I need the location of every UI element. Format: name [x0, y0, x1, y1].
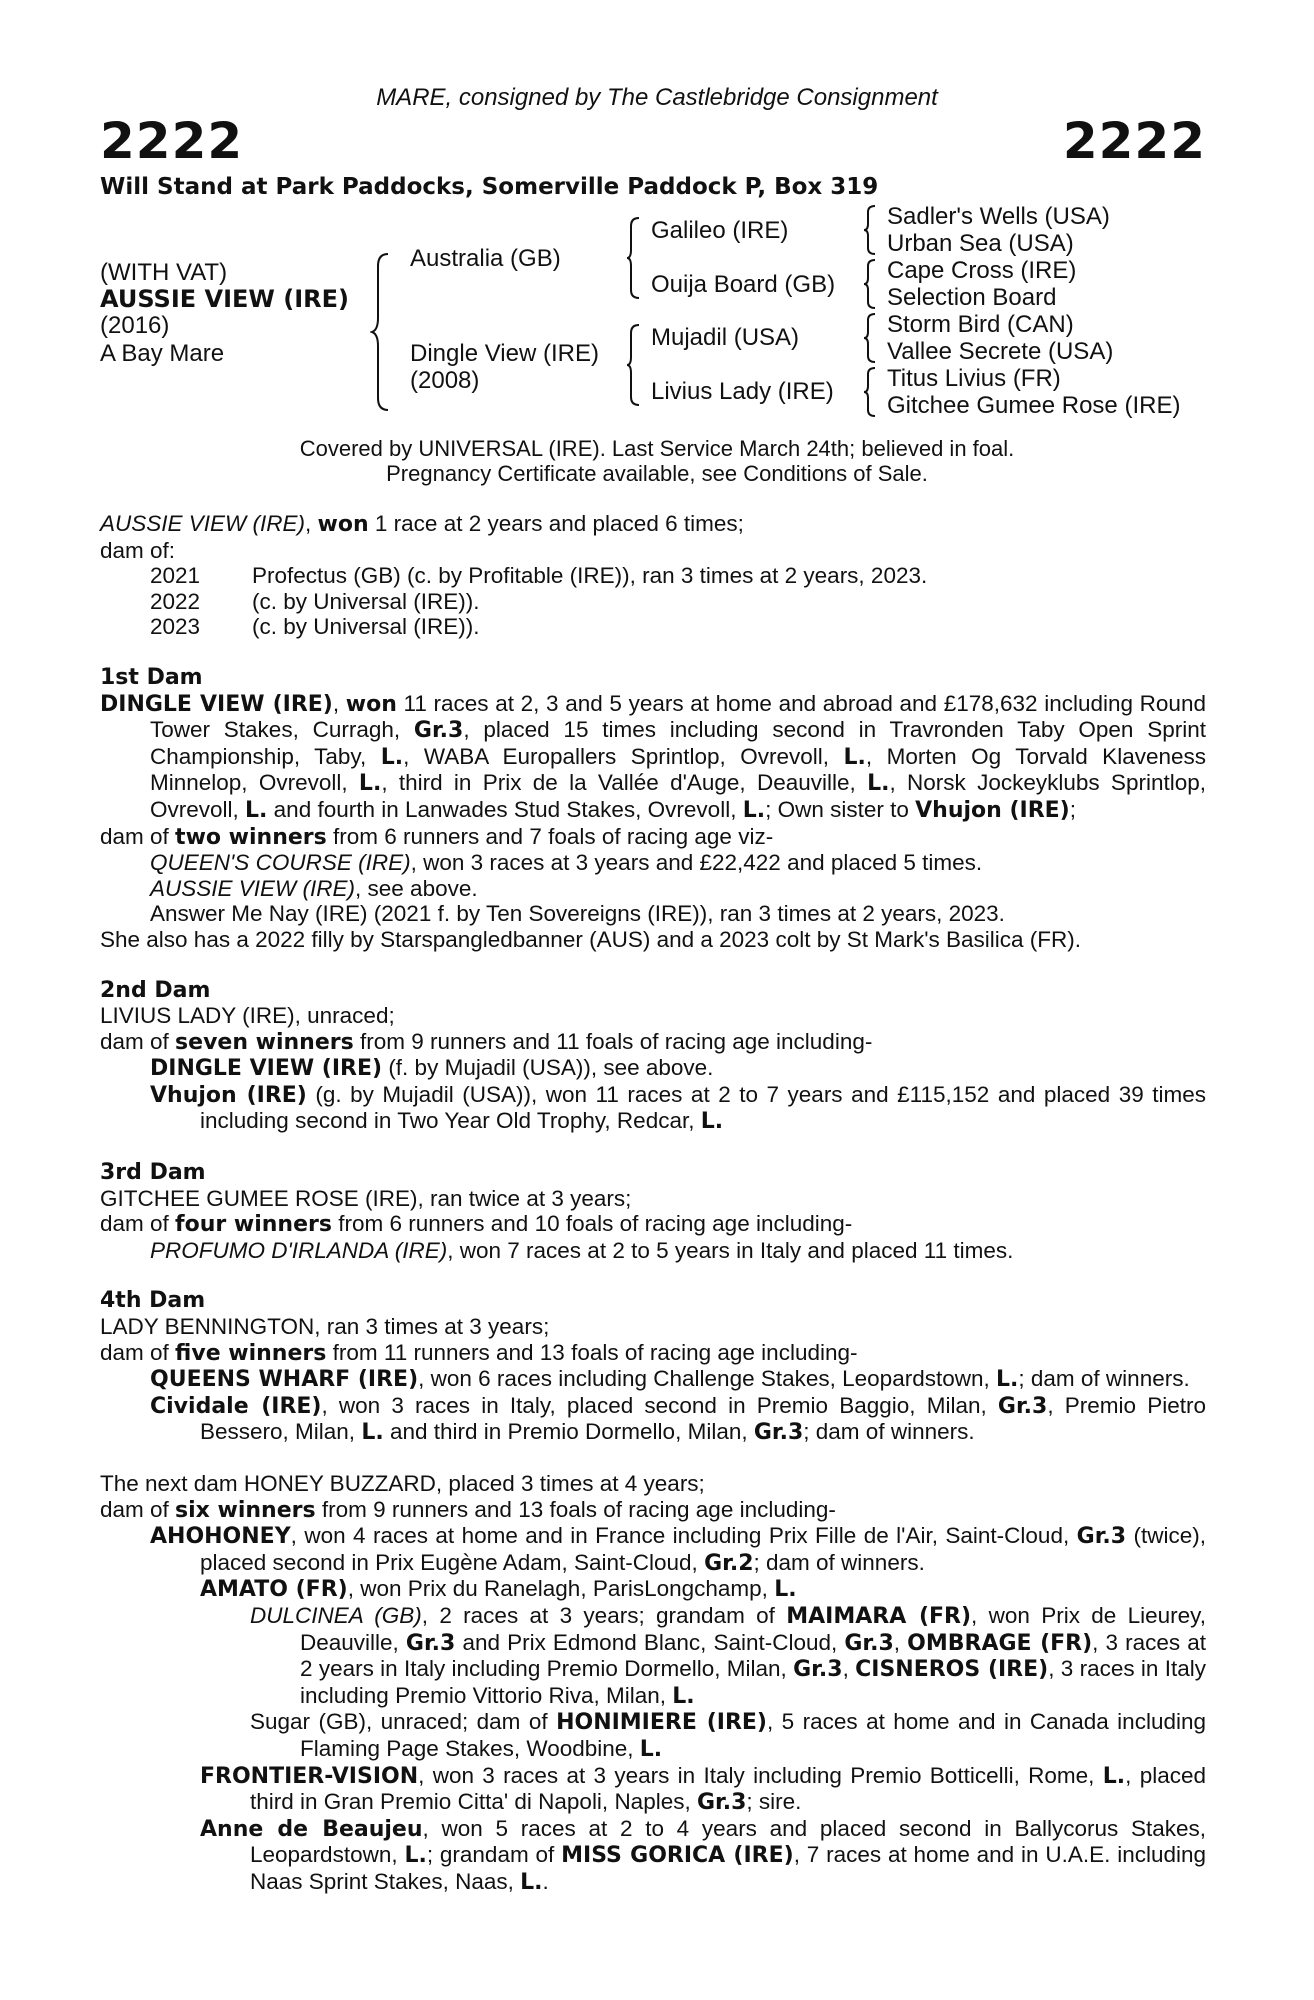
- pedigree-brace-main: [370, 252, 394, 412]
- intro-line: AUSSIE VIEW (IRE), won 1 race at 2 years and placed 6 times;: [100, 511, 744, 537]
- sire-sire: Galileo (IRE): [651, 217, 789, 244]
- produce-2022: 2022 (c. by Universal (IRE)).: [150, 588, 480, 614]
- vat-note: (WITH VAT): [100, 259, 228, 286]
- next-dam-frontier-vision: FRONTIER-VISION, won 3 races at 3 years in Italy including Premio Botticelli, Rome, L., placed third in Gran Premio Citta' di Napoli, Naples, Gr.3; sire.: [200, 1762, 1206, 1816]
- sire-dam: Ouija Board (GB): [651, 271, 836, 298]
- dam-year: (2008): [410, 367, 480, 394]
- third-dam-produce-summary: dam of four winners from 6 runners and 10 foals of racing age including-: [100, 1211, 853, 1238]
- covered-line-1: Covered by UNIVERSAL (IRE). Last Service March 24th; believed in foal.: [299, 436, 1015, 461]
- next-dam-sugar: Sugar (GB), unraced; dam of HONIMIERE (IRE), 5 races at home and in Canada including Flaming Page Stakes, Woodbine, L.: [250, 1709, 1206, 1762]
- fourth-dam-heading: 4th Dam: [100, 1288, 206, 1314]
- dam-dam: Livius Lady (IRE): [651, 378, 834, 405]
- pedigree-brace-g3: [862, 312, 878, 364]
- grandsire-5: Storm Bird (CAN): [887, 311, 1074, 338]
- first-dam-produce-summary: dam of two winners from 6 runners and 7 foals of racing age viz-: [100, 823, 774, 850]
- next-dam-ahohoney: AHOHONEY, won 4 races at home and in France including Prix Fille de l'Air, Saint-Cloud, Gr.3 (twice), placed second in Prix Eugène Adam, Saint-Cloud, Gr.2; dam of winners.: [150, 1523, 1206, 1576]
- first-dam-produce-1: QUEEN'S COURSE (IRE), won 3 races at 3 years and £22,422 and placed 5 times.: [150, 850, 983, 876]
- sire-name: Australia (GB): [410, 245, 561, 272]
- first-dam-produce-3: Answer Me Nay (IRE) (2021 f. by Ten Sovereigns (IRE)), ran 3 times at 2 years, 2023.: [150, 901, 1005, 927]
- next-dam-amato: AMATO (FR), won Prix du Ranelagh, ParisLongchamp, L.: [200, 1576, 797, 1603]
- first-dam-also: She also has a 2022 filly by Starspangledbanner (AUS) and a 2023 colt by St Mark's Basilica (FR).: [100, 926, 1082, 952]
- grandsire-4: Selection Board: [887, 284, 1057, 311]
- fourth-dam-produce-summary: dam of five winners from 11 runners and 13 foals of racing age including-: [100, 1339, 858, 1366]
- dam-sire: Mujadil (USA): [651, 324, 800, 351]
- next-dam-produce-summary: dam of six winners from 9 runners and 13 foals of racing age including-: [100, 1496, 836, 1523]
- third-dam-produce-1: PROFUMO D'IRLANDA (IRE), won 7 races at 2 to 5 years in Italy and placed 11 times.: [150, 1237, 1014, 1263]
- third-dam-line: GITCHEE GUMEE ROSE (IRE), ran twice at 3 years;: [100, 1185, 632, 1211]
- covered-statement: [0, 436, 1314, 486]
- catalogue-body: [100, 511, 1206, 1896]
- pedigree-brace-g2: [862, 258, 878, 310]
- grandsire-3: Cape Cross (IRE): [887, 257, 1077, 284]
- grandsire-6: Vallee Secrete (USA): [887, 338, 1114, 365]
- second-dam-line: LIVIUS LADY (IRE), unraced;: [100, 1003, 395, 1029]
- second-dam-produce-summary: dam of seven winners from 9 runners and 11 foals of racing age including-: [100, 1028, 873, 1055]
- fourth-dam-line: LADY BENNINGTON, ran 3 times at 3 years;: [100, 1314, 550, 1340]
- dam-name: Dingle View (IRE): [410, 340, 599, 367]
- third-dam-heading: 3rd Dam: [100, 1160, 206, 1186]
- next-dam-line: The next dam HONEY BUZZARD, placed 3 times at 4 years;: [100, 1471, 705, 1496]
- pedigree-brace-g4: [862, 366, 878, 418]
- horse-description: A Bay Mare: [100, 340, 225, 367]
- intro-dam-of: dam of:: [100, 537, 176, 563]
- intro-won: won: [317, 512, 369, 537]
- lot-number-left: 2222: [100, 112, 244, 170]
- pedigree-brace-g1: [862, 204, 878, 256]
- first-dam-produce-2: AUSSIE VIEW (IRE), see above.: [150, 875, 478, 901]
- produce-2023: 2023 (c. by Universal (IRE)).: [150, 614, 480, 640]
- next-dam-anne-de-beaujeu: Anne de Beaujeu, won 5 races at 2 to 4 years and placed second in Ballycorus Stakes, Leopardstown, L.; grandam of MISS GORICA (IRE), 7 races at home and in U.A.E. including Naas Sprint Stakes, Naas, L..: [200, 1815, 1207, 1895]
- fourth-dam-produce-2: Cividale (IRE), won 3 races in Italy, placed second in Premio Baggio, Milan, Gr.3, Premio Pietro Bessero, Milan, L. and third in Premio Dormello, Milan, Gr.3; dam of winners.: [150, 1392, 1206, 1446]
- horse-name: AUSSIE VIEW (IRE): [100, 285, 349, 313]
- consignment-line: MARE, consigned by The Castlebridge Consignment: [376, 84, 938, 111]
- intro-name: AUSSIE VIEW (IRE): [100, 511, 306, 536]
- produce-2021: 2021 Profectus (GB) (c. by Profitable (IRE)), ran 3 times at 2 years, 2023.: [150, 563, 928, 589]
- second-dam-produce-2: Vhujon (IRE) (g. by Mujadil (USA)), won 11 races at 2 to 7 years and £115,152 and placed 39 times including second in Two Year Old Trophy, Redcar, L.: [150, 1081, 1206, 1135]
- grandsire-7: Titus Livius (FR): [887, 365, 1061, 392]
- grandsire-2: Urban Sea (USA): [887, 230, 1074, 257]
- stand-location: Will Stand at Park Paddocks, Somerville Paddock P, Box 319: [100, 174, 879, 200]
- lot-number-right: 2222: [1062, 112, 1206, 170]
- pedigree-brace-dam: [625, 323, 643, 407]
- horse-year: (2016): [100, 312, 170, 339]
- first-dam-record: DINGLE VIEW (IRE), won 11 races at 2, 3 and 5 years at home and abroad and £178,632 including Round Tower Stakes, Curragh, Gr.3, placed 15 times including second in Travronden Taby Open Sprint Championship, Taby, L., WABA Europallers Sprintlop, Ovrevoll, L., Morten Og Torvald Klaveness Minnelop, Ovrevoll, L., third in Prix de la Vallée d'Auge, Deauville, L., Norsk Jockeyklubs Sprintlop, Ovrevoll, L. and fourth in Lanwades Stud Stakes, Ovrevoll, L.; Own sister to Vhujon (IRE);: [100, 690, 1206, 823]
- grandsire-8: Gitchee Gumee Rose (IRE): [887, 392, 1181, 419]
- next-dam-dulcinea: DULCINEA (GB), 2 races at 3 years; grandam of MAIMARA (FR), won Prix de Lieurey, Deauville, Gr.3 and Prix Edmond Blanc, Saint-Cloud, Gr.3, OMBRAGE (FR), 3 races at 2 years in Italy including Premio Dormello, Milan, Gr.3, CISNEROS (IRE), 3 races in Italy including Premio Vittorio Riva, Milan, L.: [250, 1602, 1206, 1709]
- first-dam-heading: 1st Dam: [100, 664, 203, 690]
- covered-line-2: Pregnancy Certificate available, see Conditions of Sale.: [386, 461, 928, 486]
- fourth-dam-produce-1: QUEENS WHARF (IRE), won 6 races including Challenge Stakes, Leopardstown, L.; dam of winners.: [150, 1366, 1190, 1393]
- second-dam-produce-1: DINGLE VIEW (IRE) (f. by Mujadil (USA)), see above.: [150, 1055, 714, 1082]
- grandsire-1: Sadler's Wells (USA): [887, 203, 1110, 230]
- second-dam-heading: 2nd Dam: [100, 977, 211, 1003]
- pedigree-brace-sire: [625, 216, 643, 300]
